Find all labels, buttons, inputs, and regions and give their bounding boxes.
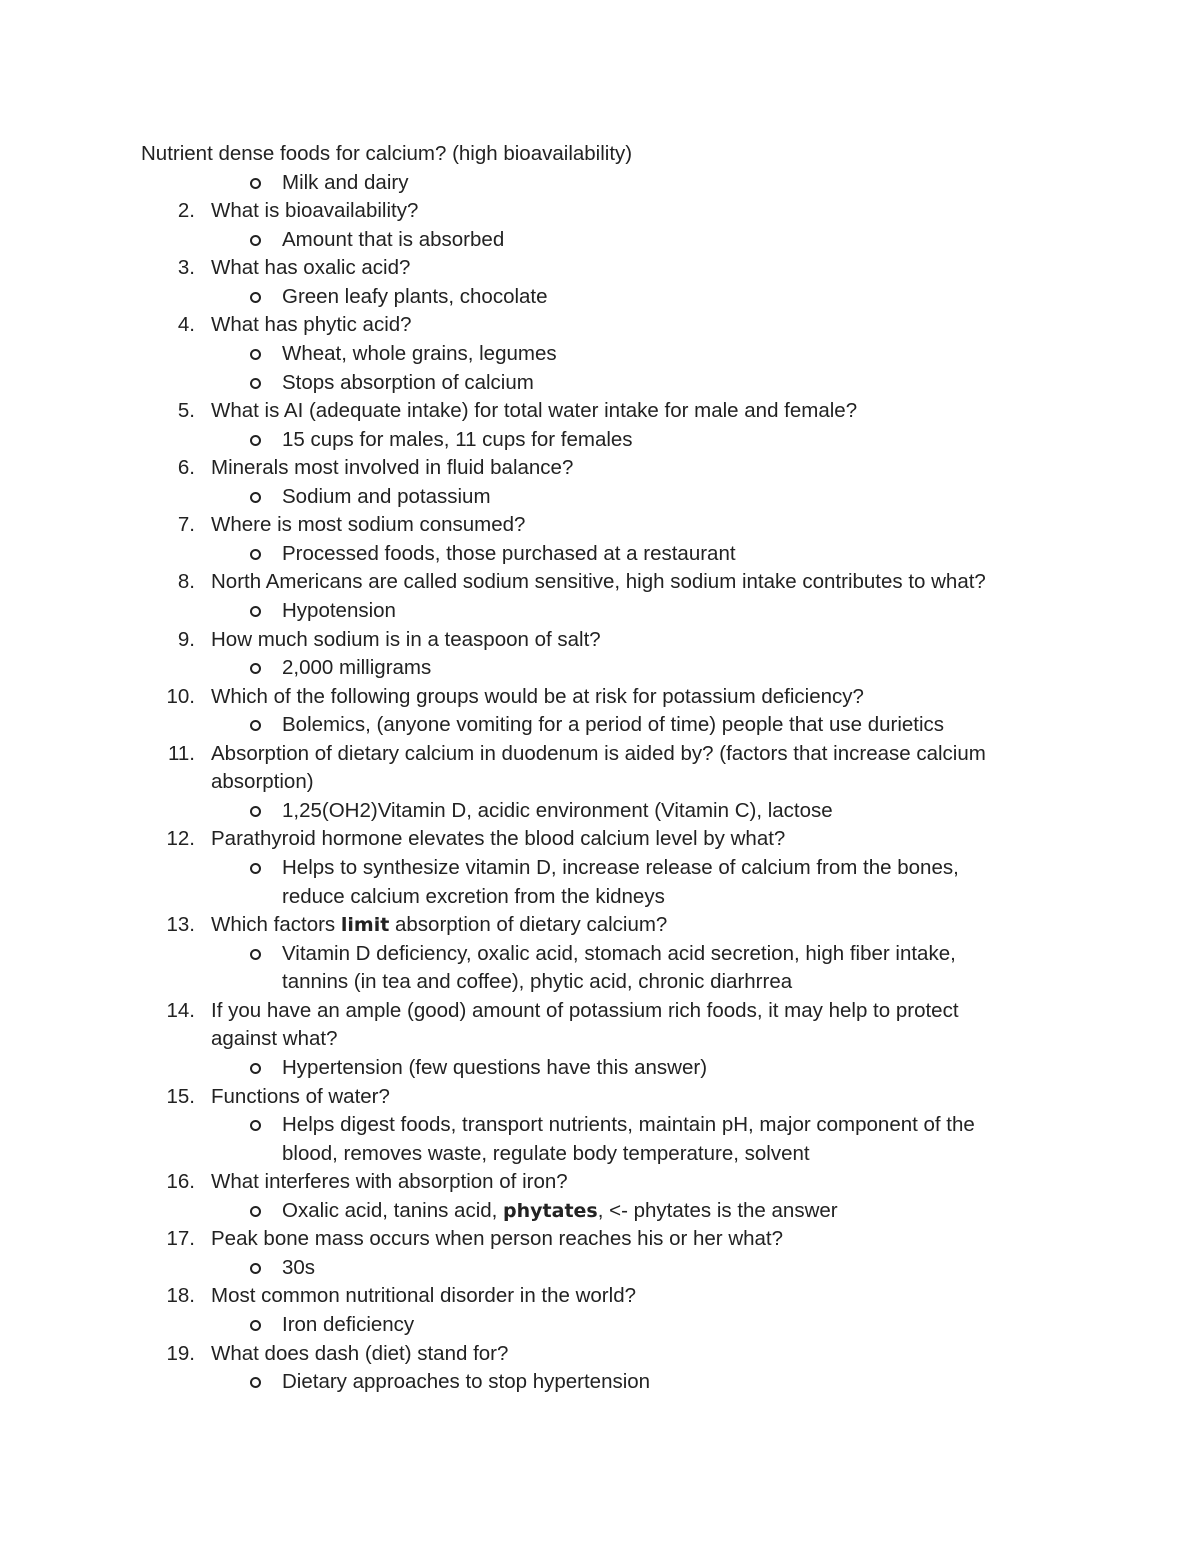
text-run: , <- phytates is the answer (597, 1198, 838, 1222)
answer-text: Sodium and potassium (282, 484, 491, 508)
question-text: If you have an ample (good) amount of potassium rich foods, it may help to protect (211, 998, 959, 1022)
question-text: absorption) (211, 770, 314, 794)
answer-text: 1,25(OH2)Vitamin D, acidic environment (Vitamin C), lactose (282, 798, 833, 822)
question-number: 3. (177, 256, 195, 280)
answer-text: Amount that is absorbed (282, 227, 505, 251)
question-text: against what? (211, 1027, 338, 1051)
question-text: Minerals most involved in fluid balance? (211, 456, 574, 480)
question-text: Functions of water? (211, 1084, 390, 1108)
text-run: absorption of dietary calcium? (389, 913, 668, 937)
question-number: 2. (177, 199, 195, 223)
text-run: Which factors (211, 913, 341, 937)
bold-emphasis: limit (340, 914, 390, 937)
question-text: What is AI (adequate intake) for total water intake for male and female? (211, 399, 858, 422)
question-text (211, 911, 667, 939)
question-number: 14. (166, 998, 195, 1022)
answer-text: Processed foods, those purchased at a restaurant (282, 541, 736, 565)
answer-text: Hypertension (few questions have this answer) (282, 1055, 708, 1079)
question-number: 15. (166, 1084, 195, 1108)
question-text: Absorption of dietary calcium in duodenum is aided by? (factors that increase calcium (211, 741, 986, 765)
question-text: What has oxalic acid? (211, 256, 411, 280)
answer-text: Green leafy plants, chocolate (282, 284, 548, 308)
answer-text: 15 cups for males, 11 cups for females (282, 427, 633, 451)
question-number: 7. (177, 513, 195, 537)
question-number: 13. (166, 913, 195, 937)
question-number: 9. (177, 627, 195, 651)
answer-text (282, 1197, 838, 1225)
question-text: Which of the following groups would be at risk for potassium deficiency? (211, 684, 864, 708)
question-number: 10. (166, 684, 195, 708)
answer-text: tannins (in tea and coffee), phytic acid, chronic diarhrrea (282, 970, 793, 994)
answer-text: Iron deficiency (282, 1313, 415, 1336)
question-number: 12. (166, 827, 195, 851)
question-text: How much sodium is in a teaspoon of salt? (211, 627, 601, 651)
answer-text: Bolemics, (anyone vomiting for a period of time) people that use durietics (282, 713, 945, 737)
question-number: 8. (177, 570, 195, 594)
answer-text: Helps to synthesize vitamin D, increase release of calcium from the bones, (282, 856, 959, 879)
question-number: 5. (177, 399, 195, 422)
answer-text: reduce calcium excretion from the kidneys (282, 884, 665, 908)
answer-text: Milk and dairy (282, 170, 409, 194)
question-number: 18. (166, 1284, 195, 1308)
question-number: 16. (166, 1170, 195, 1194)
bold-emphasis: phytates (503, 1199, 598, 1222)
answer-text: Stops absorption of calcium (282, 370, 534, 394)
answer-text: Wheat, whole grains, legumes (282, 341, 557, 365)
text-run: Oxalic acid, tanins acid, (282, 1198, 504, 1222)
question-number: 19. (166, 1341, 195, 1365)
question-number: 11. (168, 741, 195, 765)
question-number: 6. (177, 456, 195, 480)
question-text: North Americans are called sodium sensitive, high sodium intake contributes to what? (211, 570, 986, 594)
question-text: Parathyroid hormone elevates the blood calcium level by what? (211, 827, 786, 851)
answer-text: 30s (282, 1255, 316, 1279)
intro-question: Nutrient dense foods for calcium? (high bioavailability) (141, 142, 633, 165)
answer-text: blood, removes waste, regulate body temperature, solvent (282, 1141, 810, 1165)
question-text: Most common nutritional disorder in the world? (211, 1284, 636, 1308)
question-text: What is bioavailability? (211, 199, 419, 223)
question-text: What has phytic acid? (211, 313, 412, 337)
question-text: What does dash (diet) stand for? (211, 1341, 509, 1365)
question-text: Peak bone mass occurs when person reaches his or her what? (211, 1227, 784, 1251)
question-text: Where is most sodium consumed? (211, 513, 526, 537)
answer-text: Dietary approaches to stop hypertension (282, 1370, 651, 1394)
question-number: 17. (166, 1227, 195, 1251)
answer-text: Helps digest foods, transport nutrients, maintain pH, major component of the (282, 1113, 975, 1136)
answer-text: 2,000 milligrams (282, 656, 432, 680)
question-text: What interferes with absorption of iron? (211, 1170, 568, 1194)
answer-text: Vitamin D deficiency, oxalic acid, stomach acid secretion, high fiber intake, (282, 941, 956, 965)
question-number: 4. (177, 313, 195, 337)
answer-text: Hypotension (282, 599, 396, 622)
